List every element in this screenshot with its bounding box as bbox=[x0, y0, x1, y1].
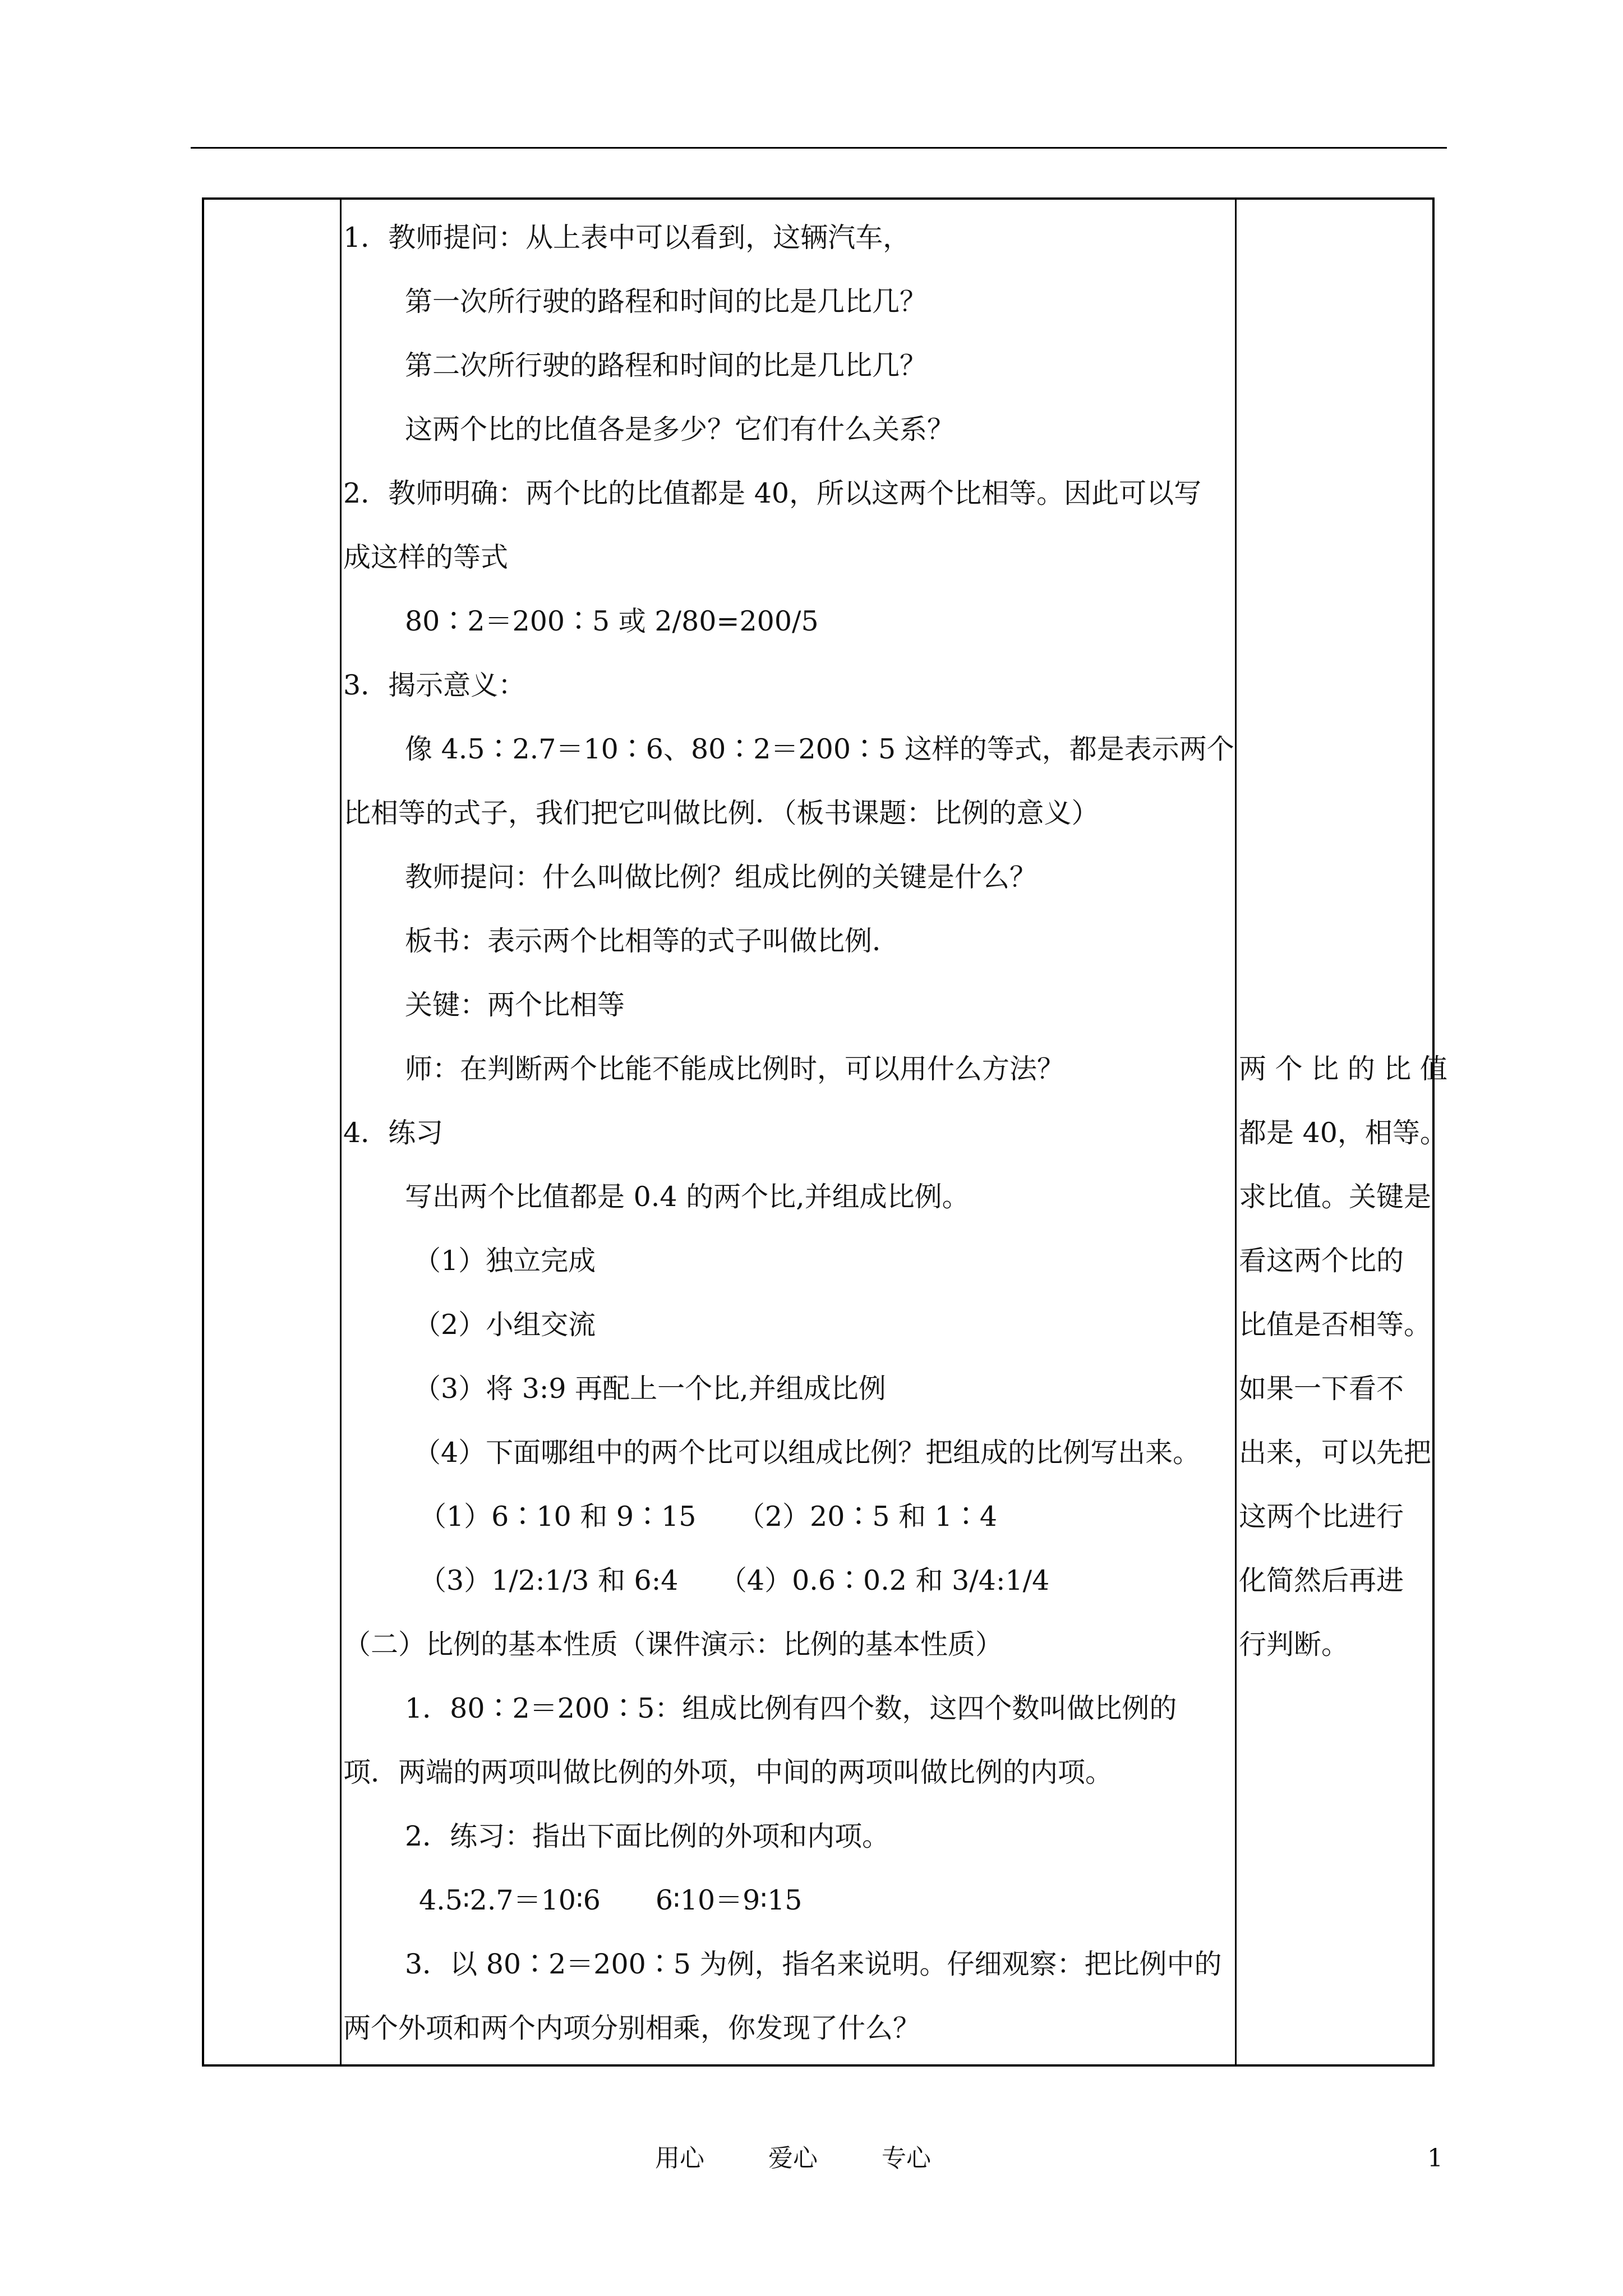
content-line: （1）6∶10 和 9∶15 （2）20∶5 和 1∶4 bbox=[419, 1501, 998, 1533]
note-line: 如果一下看不 bbox=[1239, 1373, 1404, 1405]
content-line: 3．以 80∶2＝200∶5 为例，指名来说明。仔细观察：把比例中的 bbox=[405, 1948, 1222, 1980]
page-number: 1 bbox=[1427, 2144, 1443, 2173]
note-line: 行判断。 bbox=[1239, 1628, 1349, 1660]
content-line: 第二次所行驶的路程和时间的比是几比几？ bbox=[405, 349, 928, 381]
content-line: 成这样的等式 bbox=[343, 541, 509, 573]
note-line: 都是 40，相等。 bbox=[1239, 1117, 1447, 1149]
content-line: 1．80∶2＝200∶5：组成比例有四个数，这四个数叫做比例的 bbox=[405, 1692, 1177, 1724]
column-divider-2 bbox=[1235, 200, 1237, 2064]
content-line: 4.5∶2.7＝10∶6 6∶10＝9∶15 bbox=[419, 1884, 803, 1916]
content-line: 师：在判断两个比能不能成比例时，可以用什么方法？ bbox=[405, 1053, 1065, 1085]
note-line: 出来，可以先把 bbox=[1239, 1437, 1432, 1469]
header-rule bbox=[191, 147, 1447, 149]
content-line: （3）1/2:1/3 和 6:4 （4）0.6∶0.2 和 3/4:1/4 bbox=[419, 1565, 1050, 1596]
content-line: 板书：表示两个比相等的式子叫做比例． bbox=[405, 925, 900, 957]
content-line: 1．教师提问：从上表中可以看到，这辆汽车， bbox=[343, 222, 911, 254]
content-line: 教师提问：什么叫做比例？组成比例的关键是什么？ bbox=[405, 861, 1038, 893]
content-line: 写出两个比值都是 0.4 的两个比,并组成比例。 bbox=[405, 1181, 970, 1213]
note-line: 这两个比进行 bbox=[1239, 1501, 1404, 1533]
content-line: 80∶2＝200∶5 或 2/80=200/5 bbox=[405, 605, 819, 637]
content-line: 4．练习 bbox=[343, 1117, 444, 1149]
note-line: 两 个 比 的 比 值 bbox=[1239, 1053, 1447, 1085]
content-line: 2．教师明确：两个比的比值都是 40，所以这两个比相等。因此可以写 bbox=[343, 477, 1202, 509]
note-line: 比值是否相等。 bbox=[1239, 1309, 1432, 1341]
footer-text-yongxin: 用心 bbox=[655, 2144, 704, 2173]
lesson-table bbox=[202, 197, 1447, 2067]
footer-text-zhuanxin: 专心 bbox=[882, 2144, 931, 2173]
content-line: 2．练习：指出下面比例的外项和内项。 bbox=[405, 1820, 890, 1852]
note-line: 求比值。关键是 bbox=[1239, 1181, 1432, 1213]
content-line: 比相等的式子，我们把它叫做比例．（板书课题：比例的意义） bbox=[343, 797, 1099, 829]
note-line: 看这两个比的 bbox=[1239, 1245, 1404, 1277]
content-line: （二）比例的基本性质（课件演示：比例的基本性质） bbox=[343, 1628, 1003, 1660]
content-line: 两个外项和两个内项分别相乘，你发现了什么？ bbox=[343, 2012, 921, 2044]
content-line: （2）小组交流 bbox=[413, 1309, 596, 1341]
content-line: 3．揭示意义： bbox=[343, 669, 526, 701]
note-line: 化简然后再进 bbox=[1239, 1565, 1404, 1596]
content-line: 第一次所行驶的路程和时间的比是几比几？ bbox=[405, 286, 928, 318]
content-line: 关键：两个比相等 bbox=[405, 989, 625, 1021]
column-divider-1 bbox=[340, 200, 342, 2064]
content-line: （1）独立完成 bbox=[413, 1245, 596, 1277]
content-line: 项．两端的两项叫做比例的外项，中间的两项叫做比例的内项。 bbox=[343, 1756, 1113, 1788]
content-line: 像 4.5∶2.7＝10∶6、80∶2＝200∶5 这样的等式，都是表示两个 bbox=[405, 733, 1234, 765]
content-line: （3）将 3:9 再配上一个比,并组成比例 bbox=[413, 1373, 886, 1405]
footer-text-aixin: 爱心 bbox=[768, 2144, 818, 2173]
content-line: （4）下面哪组中的两个比可以组成比例？把组成的比例写出来。 bbox=[413, 1437, 1201, 1469]
content-line: 这两个比的比值各是多少？它们有什么关系？ bbox=[405, 413, 955, 445]
